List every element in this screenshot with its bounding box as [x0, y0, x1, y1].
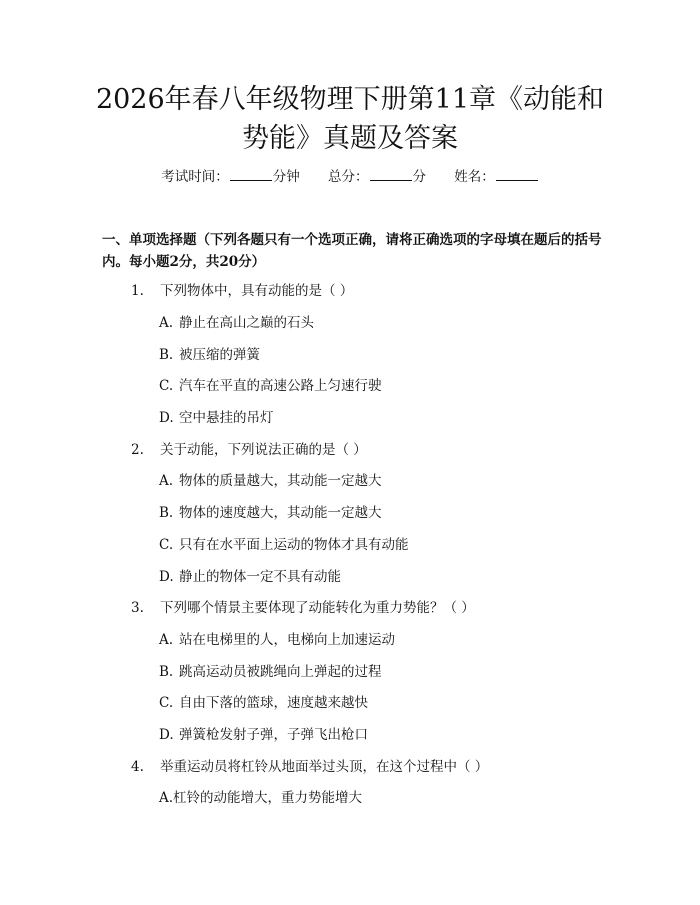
option-text: 站在电梯里的人，电梯向上加速运动	[179, 632, 395, 648]
question-3-option-d	[159, 725, 368, 745]
question-number: 2.	[131, 442, 144, 458]
option-text: 物体的速度越大，其动能一定越大	[179, 505, 382, 521]
meta-label: 总分：	[328, 169, 369, 185]
meta-exam-time	[161, 167, 300, 187]
blank-line	[370, 168, 412, 181]
option-letter: D.	[159, 727, 174, 743]
option-text: 静止的物体一定不具有动能	[179, 569, 341, 585]
question-1-option-b	[159, 345, 260, 365]
question-1-option-a	[159, 313, 314, 333]
question-1	[131, 281, 353, 301]
option-text: 自由下落的篮球，速度越来越快	[179, 695, 368, 711]
question-4-option-a	[159, 788, 362, 808]
option-text: 物体的质量越大，其动能一定越大	[179, 473, 382, 489]
question-text: 举重运动员将杠铃从地面举过头顶，在这个过程中（ ）	[160, 759, 489, 775]
option-letter: B.	[159, 347, 174, 363]
option-letter: A.	[159, 473, 174, 489]
meta-suffix: 分钟	[272, 169, 300, 185]
option-letter: D.	[159, 569, 174, 585]
option-letter: C.	[159, 537, 174, 553]
question-3-option-a	[159, 630, 395, 650]
option-letter: B.	[159, 664, 174, 680]
blank-line	[230, 168, 272, 181]
option-letter: C.	[159, 695, 174, 711]
question-2-option-b	[159, 503, 382, 523]
option-letter: B.	[159, 505, 174, 521]
option-letter: A.	[159, 632, 174, 648]
option-letter: C.	[159, 378, 174, 394]
option-letter: D.	[159, 410, 174, 426]
question-4	[131, 757, 488, 777]
option-text: 汽车在平直的高速公路上匀速行驶	[179, 378, 382, 394]
blank-line	[496, 168, 538, 181]
question-3	[131, 598, 475, 618]
question-1-option-d	[159, 408, 274, 428]
question-2-option-c	[159, 535, 409, 555]
option-text: 杠铃的动能增大，重力势能增大	[173, 790, 363, 806]
question-3-option-b	[159, 662, 382, 682]
option-letter: A.	[159, 790, 174, 806]
question-text: 下列物体中，具有动能的是（ ）	[160, 283, 354, 299]
option-text: 静止在高山之巅的石头	[179, 315, 314, 331]
option-text: 空中悬挂的吊灯	[179, 410, 274, 426]
section-heading: 一、单项选择题（下列各题只有一个选项正确，请将正确选项的字母填在题后的括号内。每小题2分，共20分）	[102, 232, 602, 270]
option-text: 只有在水平面上运动的物体才具有动能	[179, 537, 409, 553]
option-letter: A.	[159, 315, 174, 331]
question-number: 3.	[131, 600, 144, 616]
meta-label: 姓名：	[454, 169, 495, 185]
exam-meta	[0, 167, 700, 187]
option-text: 跳高运动员被跳绳向上弹起的过程	[179, 664, 382, 680]
question-2-option-d	[159, 567, 341, 587]
question-text: 关于动能，下列说法正确的是（ ）	[160, 442, 367, 458]
question-number: 1.	[131, 283, 144, 299]
meta-total-score	[328, 167, 426, 187]
question-number: 4.	[131, 759, 144, 775]
question-3-option-c	[159, 693, 368, 713]
meta-label: 考试时间：	[161, 169, 229, 185]
document-title: 2026年春八年级物理下册第11章《动能和势能》真题及答案	[95, 84, 605, 154]
question-2-option-a	[159, 471, 382, 491]
meta-name	[454, 167, 539, 187]
question-1-option-c	[159, 376, 382, 396]
question-text: 下列哪个情景主要体现了动能转化为重力势能？（ ）	[160, 600, 475, 616]
option-text: 弹簧枪发射子弹，子弹飞出枪口	[179, 727, 368, 743]
option-text: 被压缩的弹簧	[179, 347, 260, 363]
meta-suffix: 分	[412, 169, 426, 185]
question-2	[131, 440, 367, 460]
